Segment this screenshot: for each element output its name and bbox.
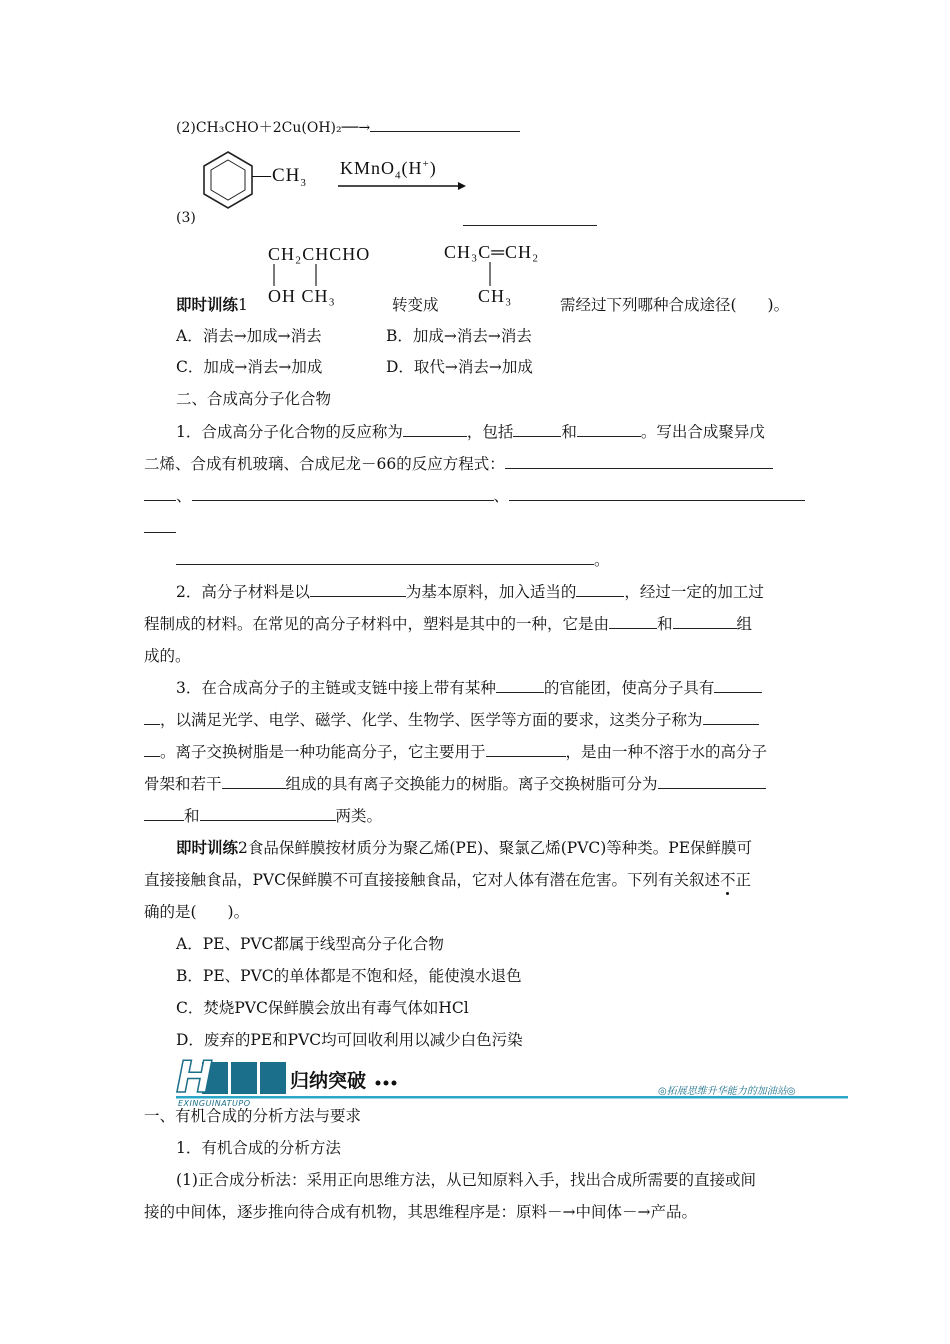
answer-blank xyxy=(486,740,566,757)
molecule-a-bottom: OH CH₃ xyxy=(268,286,336,306)
option-b: B．加成→消去→消去 xyxy=(386,327,532,345)
answer-blank xyxy=(673,612,737,629)
training-2-line-3: 确的是( )。 xyxy=(144,903,250,921)
para-1-line-1: 1．合成高分子化合物的反应称为 ，包括 和 。写出合成聚异戊 xyxy=(176,420,765,442)
para-2-line-1: 2．高分子材料是以 为基本原料，加入适当的 ，经过一定的加工过 xyxy=(176,580,764,602)
convert-text: 转变成 xyxy=(392,296,439,314)
para-3-line-5: 和 两类。 xyxy=(144,804,382,826)
option-a: A．消去→加成→消去 xyxy=(176,327,322,345)
sub-heading: 1．有机合成的分析方法 xyxy=(176,1139,341,1157)
methyl-group: $—CH_3$ xyxy=(252,165,307,189)
molecule-b-bond xyxy=(480,262,500,288)
answer-blank xyxy=(658,772,766,789)
para-3-line-1: 3．在合成高分子的主链或支链中接上带有某种 的官能团，使高分子具有 xyxy=(176,676,762,698)
answer-blank xyxy=(144,708,160,725)
training-2-line-1: 即时训练2食品保鲜膜按材质分为聚乙烯(PE)、聚氯乙烯(PVC)等种类。PE保鲜膜可 xyxy=(176,839,753,857)
method-para-line-1: (1)正合成分析法：采用正向思维方法，从已知原料入手，找出合成所需要的直接或间 xyxy=(176,1171,756,1189)
answer-blank xyxy=(505,452,773,469)
answer-blank xyxy=(577,420,641,437)
option-c: C．加成→消去→加成 xyxy=(176,358,323,376)
molecule-b-bottom: CH₃ xyxy=(478,286,513,306)
banner-slogan: ◎拓展思维升华能力的加油站◎ xyxy=(658,1086,796,1097)
reagent-label: KMnO$_4$(H+) xyxy=(340,158,437,182)
para-3-line-3: 。离子交换树脂是一种功能高分子，它主要用于 ，是由一种不溶于水的高分子 xyxy=(144,740,767,762)
answer-blank xyxy=(144,804,184,821)
section-heading: 一、有机合成的分析方法与要求 xyxy=(144,1107,362,1125)
option-a: A．PE、PVC都属于线型高分子化合物 xyxy=(176,935,444,953)
equation-2-label: (2)CH₃CHO＋2Cu(OH)₂──→ xyxy=(176,120,371,136)
banner-letter: H xyxy=(176,1052,213,1103)
answer-blank xyxy=(463,209,597,226)
para-1-line-5: 。 xyxy=(176,548,610,570)
option-c: C．焚烧PVC保鲜膜会放出有毒气体如HCl xyxy=(176,999,469,1017)
answer-blank xyxy=(370,115,520,132)
banner-title: 归纳突破 xyxy=(290,1070,367,1092)
training-1-title: 即时训练1 xyxy=(176,296,248,314)
answer-blank xyxy=(310,580,406,597)
banner-pinyin: EXINGUINATUPO xyxy=(178,1099,251,1108)
option-d: D．废弃的PE和PVC均可回收利用以减少白色污染 xyxy=(176,1031,523,1049)
answer-blank xyxy=(496,676,544,693)
para-1-line-3: 、 、 xyxy=(144,484,805,506)
answer-blank xyxy=(703,708,759,725)
answer-blank xyxy=(576,580,624,597)
equation-2 xyxy=(176,115,520,137)
method-para-line-2: 接的中间体，逐步推向待合成有机物，其思维程序是：原料－→中间体－→产品。 xyxy=(144,1203,697,1221)
answer-blank xyxy=(144,740,160,757)
answer-blank xyxy=(714,676,762,693)
para-2-line-2: 程制成的材料。在常见的高分子材料中，塑料是其中的一种，它是由 和 组 xyxy=(144,612,752,634)
section-heading: 二、合成高分子化合物 xyxy=(176,390,332,408)
training-1-question: 需经过下列哪种合成途径( )。 xyxy=(560,296,790,314)
answer-blank xyxy=(513,420,561,437)
para-3-line-2: ，以满足光学、电学、磁学、化学、生物学、医学等方面的要求，这类分子称为 xyxy=(144,708,759,730)
answer-blank xyxy=(176,548,594,565)
answer-blank xyxy=(192,484,494,501)
answer-blank xyxy=(144,484,176,501)
molecule-b-top: CH₃C═CH₂ xyxy=(444,242,540,262)
option-d: D．取代→消去→加成 xyxy=(386,358,533,376)
answer-blank xyxy=(609,612,657,629)
answer-blank xyxy=(222,772,286,789)
answer-blank xyxy=(509,484,805,501)
para-1-line-2: 二烯、合成有机玻璃、合成尼龙－66的反应方程式： xyxy=(144,452,773,474)
equation-3-label: (3) xyxy=(176,210,196,226)
training-2-line-2: 直接接触食品，PVC保鲜膜不可直接接触食品，它对人体有潜在危害。下列有关叙述不正 xyxy=(144,871,752,889)
para-2-line-3: 成的。 xyxy=(144,647,191,665)
reaction-arrow xyxy=(338,180,468,192)
para-3-line-4: 骨架和若干 组成的具有离子交换能力的树脂。离子交换树脂可分为 xyxy=(144,772,766,794)
molecule-a-bonds xyxy=(268,264,328,288)
section-banner xyxy=(176,1052,848,1108)
answer-blank xyxy=(200,804,336,821)
benzene-inner-ring xyxy=(211,160,245,200)
answer-blank xyxy=(403,420,467,437)
answer-blank xyxy=(144,516,176,533)
molecule-a-top: CH₂CHCHO xyxy=(268,244,371,264)
option-b: B．PE、PVC的单体都是不饱和烃，能使溴水退色 xyxy=(176,967,522,985)
